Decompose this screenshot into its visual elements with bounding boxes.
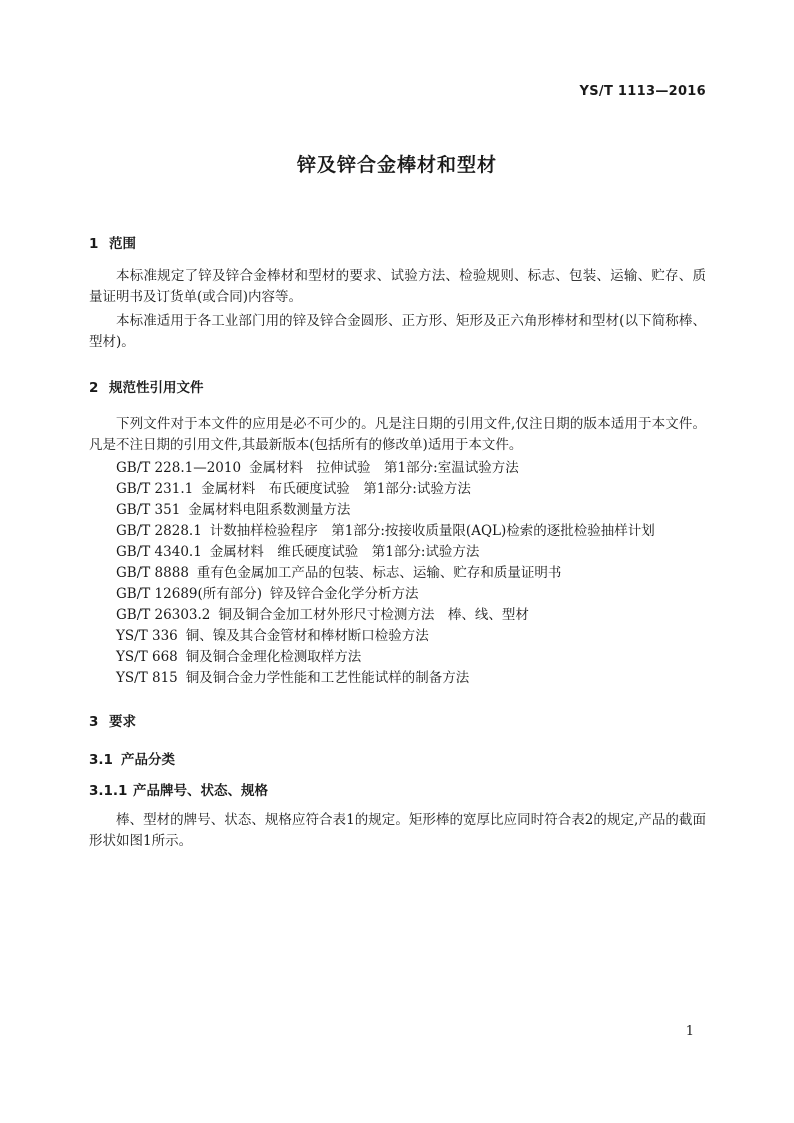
section-number: 2 bbox=[89, 380, 99, 396]
section-3-1-heading bbox=[89, 748, 175, 768]
section-1-paragraph-2: 本标准适用于各工业部门用的锌及锌合金圆形、正方形、矩形及正六角形棒材和型材(以下简称棒、型材)。 bbox=[89, 313, 706, 350]
reference-code: GB/T 12689(所有部分) bbox=[116, 586, 263, 602]
reference-title: 铜及铜合金理化检测取样方法 bbox=[185, 649, 362, 665]
reference-item bbox=[116, 584, 655, 605]
normative-reference-list bbox=[116, 458, 655, 689]
section-number: 3.1 bbox=[89, 752, 113, 768]
reference-item bbox=[116, 542, 655, 563]
section-1-paragraph-1: 本标准规定了锌及锌合金棒材和型材的要求、试验方法、检验规则、标志、包装、运输、贮存、质量证明书及订货单(或合同)内容等。 bbox=[89, 268, 706, 305]
reference-title: 金属材料电阻系数测量方法 bbox=[188, 502, 351, 518]
reference-code: GB/T 2828.1 bbox=[116, 523, 202, 539]
section-number: 3.1.1 bbox=[89, 783, 128, 799]
reference-item bbox=[116, 500, 655, 521]
reference-item bbox=[116, 668, 655, 689]
reference-title: 计数抽样检验程序 第1部分:按接收质量限(AQL)检索的逐批检验抽样计划 bbox=[209, 523, 655, 539]
reference-title: 铜、镍及其合金管材和棒材断口检验方法 bbox=[185, 628, 429, 644]
reference-code: GB/T 4340.1 bbox=[116, 544, 202, 560]
document-title: 锌及锌合金棒材和型材 bbox=[296, 154, 497, 176]
reference-item bbox=[116, 521, 655, 542]
section-3-1-1-heading bbox=[89, 779, 268, 799]
section-title: 范围 bbox=[109, 236, 136, 252]
reference-code: YS/T 668 bbox=[116, 649, 178, 665]
section-number: 3 bbox=[89, 714, 99, 730]
reference-item bbox=[116, 626, 655, 647]
section-title: 产品牌号、状态、规格 bbox=[133, 783, 268, 799]
reference-item bbox=[116, 563, 655, 584]
reference-code: YS/T 336 bbox=[116, 628, 178, 644]
reference-code: YS/T 815 bbox=[116, 670, 178, 686]
reference-code: GB/T 228.1—2010 bbox=[116, 460, 242, 476]
section-title: 产品分类 bbox=[121, 752, 175, 768]
reference-title: 金属材料 拉伸试验 第1部分:室温试验方法 bbox=[249, 460, 519, 476]
section-3-1-1-paragraph: 棒、型材的牌号、状态、规格应符合表1的规定。矩形棒的宽厚比应同时符合表2的规定,产品的截面形状如图1所示。 bbox=[89, 812, 706, 849]
reference-code: GB/T 231.1 bbox=[116, 481, 194, 497]
standard-code: YS/T 1113—2016 bbox=[579, 84, 706, 99]
reference-title: 锌及锌合金化学分析方法 bbox=[270, 586, 419, 602]
reference-title: 金属材料 布氏硬度试验 第1部分:试验方法 bbox=[201, 481, 471, 497]
reference-item bbox=[116, 458, 655, 479]
section-title: 要求 bbox=[109, 714, 136, 730]
reference-code: GB/T 26303.2 bbox=[116, 607, 211, 623]
reference-item bbox=[116, 605, 655, 626]
reference-item bbox=[116, 647, 655, 668]
reference-code: GB/T 8888 bbox=[116, 565, 189, 581]
section-1-heading bbox=[89, 232, 136, 252]
section-title: 规范性引用文件 bbox=[109, 380, 204, 396]
reference-title: 金属材料 维氏硬度试验 第1部分:试验方法 bbox=[209, 544, 480, 560]
reference-title: 铜及铜合金力学性能和工艺性能试样的制备方法 bbox=[185, 670, 470, 686]
section-2-heading bbox=[89, 376, 204, 396]
reference-code: GB/T 351 bbox=[116, 502, 181, 518]
reference-item bbox=[116, 479, 655, 500]
reference-title: 重有色金属加工产品的包装、标志、运输、贮存和质量证明书 bbox=[196, 565, 562, 581]
reference-title: 铜及铜合金加工材外形尺寸检测方法 棒、线、型材 bbox=[218, 607, 529, 623]
section-3-heading bbox=[89, 710, 136, 730]
page-number: 1 bbox=[685, 1024, 694, 1039]
section-2-intro: 下列文件对于本文件的应用是必不可少的。凡是注日期的引用文件,仅注日期的版本适用于本文件。凡是不注日期的引用文件,其最新版本(包括所有的修改单)适用于本文件。 bbox=[89, 416, 706, 453]
section-number: 1 bbox=[89, 236, 99, 252]
